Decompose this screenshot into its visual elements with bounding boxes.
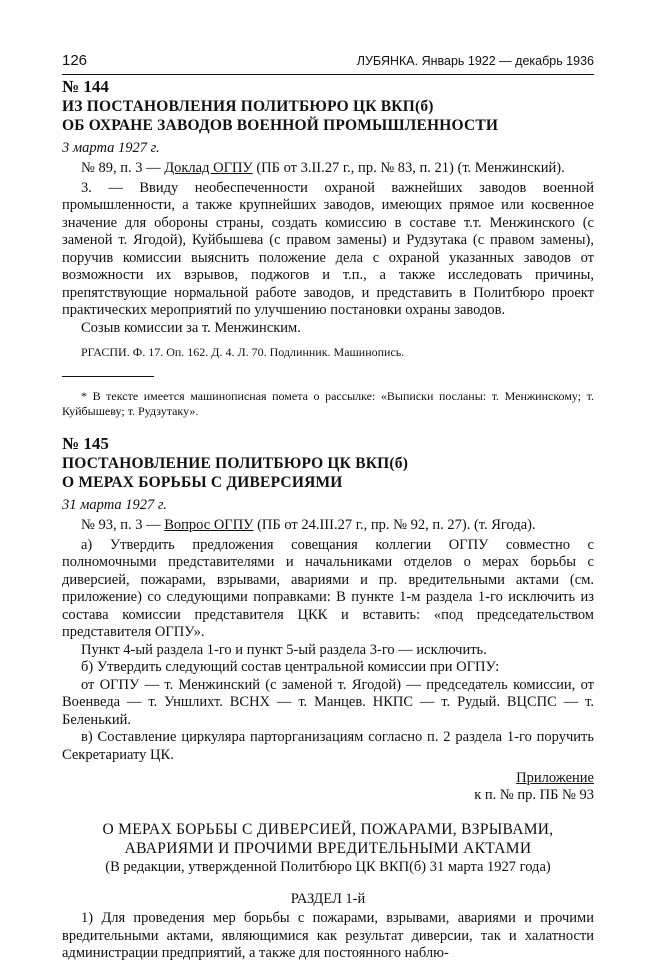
appendix-reference — [62, 770, 594, 804]
doc-144-archive-source: РГАСПИ. Ф. 17. Оп. 162. Д. 4. Л. 70. Подлинник. Машинопись. — [81, 345, 405, 359]
appendix-ref: к п. № пр. ПБ № 93 — [474, 787, 594, 803]
appendix-subtitle: (В редакции, утвержденной Политбюро ЦК ВКП(б) 31 марта 1927 года) — [105, 859, 551, 875]
doc-145-item-v: в) Составление циркуляра парторганизациям согласно п. 2 раздела 1-го поручить Секретариату ЦК. — [62, 729, 594, 763]
doc-145-title-line1: ПОСТАНОВЛЕНИЕ ПОЛИТБЮРО ЦК ВКП(б) — [62, 455, 409, 472]
doc-145-exclusion: Пункт 4-ый раздела 1-го и пункт 5-ый раздела 3-го — исключить. — [81, 641, 487, 658]
appendix-label: Приложение — [516, 770, 594, 786]
section-paragraph-1: 1) Для проведения мер борьбы с пожарами, взрывами, авариями и прочими вредительными актами, являющимися как результат диверсии, так и халатности администрации предприятий, а также для постоянного наблю- — [62, 910, 594, 961]
doc-145-commission-members: от ОГПУ — т. Менжинский (с заменой т. Ягодой) — председатель комиссии, от Военведа — т. Уншлихт. ВСНХ — т. Манцев. НКПС — т. Рудый. ВЦСПС — т. Беленький. — [62, 676, 594, 728]
running-header — [62, 52, 594, 75]
doc-145-ref-prefix: № 93, п. 3 — — [81, 517, 165, 533]
doc-144-number: № 144 — [62, 77, 109, 96]
doc-144-reference — [62, 160, 594, 178]
appendix-title-line1: О МЕРАХ БОРЬБЫ С ДИВЕРСИЕЙ, ПОЖАРАМИ, ВЗРЫВАМИ, — [102, 821, 554, 838]
doc-144-title-line1: ИЗ ПОСТАНОВЛЕНИЯ ПОЛИТБЮРО ЦК ВКП(б) — [62, 98, 434, 115]
doc-145-item-a: а) Утвердить предложения совещания коллегии ОГПУ совместно с полномочными представителями и начальниками отделов о мерах борьбы с диверсией, пожарами, взрывами, авариями и пр. вредительными актами (см. приложение) со следующими поправками: В пункте 1-м раздела 1-го исключить из состава комиссии представителя ЦКК и вставить: «под председательством представителя ОГПУ». — [62, 536, 594, 640]
document-144 — [62, 76, 594, 419]
doc-144-convene: Созыв комиссии за т. Менжинским. — [81, 319, 301, 336]
doc-144-date: 3 марта 1927 г. — [62, 140, 160, 156]
doc-144-ref-link: Доклад ОГПУ — [164, 160, 253, 176]
doc-144-ref-suffix: (ПБ от 3.II.27 г., пр. № 83, п. 21) (т. Менжинский). — [252, 160, 565, 176]
doc-145-reference — [62, 517, 594, 535]
doc-145-date: 31 марта 1927 г. — [62, 497, 167, 513]
running-title: ЛУБЯНКА. Январь 1922 — декабрь 1936 — [356, 54, 594, 68]
doc-144-footnote: * В тексте имеется машинописная помета о рассылке: «Выписки посланы: т. Менжинскому; т. Куйбышеву; т. Рудзутаку». — [62, 389, 594, 418]
doc-144-ref-prefix: № 89, п. 3 — — [81, 160, 165, 176]
doc-144-paragraph-3: 3. — Ввиду необеспеченности охраной важнейших заводов военной промышленности, а также крупнейших заводов, имеющих прямое или косвенное значение для обороны страны, создать комиссию в составе т.т. Менжинского (с заменой т. Ягодой), Куйбышева (с правом замены) и Рудзутака (с правом замены), поручив комиссии выяснить положение дела с охраной указанных заводов от возможности их взрывов, поджогов и т.п., а также исследовать причины, препятствующие нормальной работе заводов, и представить в Политбюро проект практических мероприятий по улучшению постановки охраны заводов. — [62, 179, 594, 318]
footnote-divider — [62, 376, 154, 377]
document-145 — [62, 433, 594, 963]
appendix-title-line2: АВАРИЯМИ И ПРОЧИМИ ВРЕДИТЕЛЬНЫМИ АКТАМИ — [124, 840, 532, 857]
doc-145-item-b: б) Утвердить следующий состав центральной комиссии при ОГПУ: — [81, 659, 500, 675]
page-body — [62, 76, 594, 963]
doc-144-title-line2: ОБ ОХРАНЕ ЗАВОДОВ ВОЕННОЙ ПРОМЫШЛЕННОСТИ — [62, 117, 499, 134]
doc-145-ref-suffix: (ПБ от 24.III.27 г., пр. № 92, п. 27). (т. Ягода). — [253, 517, 536, 533]
doc-145-title-line2: О МЕРАХ БОРЬБЫ С ДИВЕРСИЯМИ — [62, 474, 343, 491]
doc-145-ref-link: Вопрос ОГПУ — [164, 517, 254, 533]
doc-145-number: № 145 — [62, 434, 109, 453]
page-number: 126 — [62, 52, 88, 69]
section-title: РАЗДЕЛ 1-й — [290, 891, 366, 907]
